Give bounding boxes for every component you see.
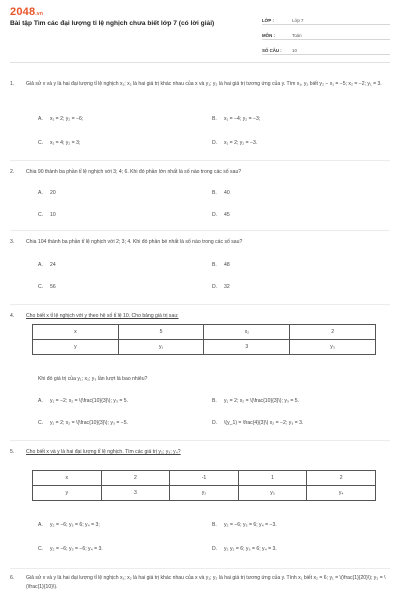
option-d[interactable]: D. 45 bbox=[212, 212, 230, 218]
table-row bbox=[33, 325, 376, 340]
option-a[interactable]: A. 24 bbox=[38, 262, 56, 268]
table-cell: x bbox=[33, 471, 102, 486]
header-divider bbox=[10, 62, 390, 63]
question-2: 2. Chia 90 thành ba phần tỉ lệ nghịch với 3; 4; 6. Khi đó phần lớn nhất là số nào trong các số sau? bbox=[10, 168, 390, 180]
meta-subject: MÔN : Toán bbox=[262, 27, 390, 40]
table-cell: x₂ bbox=[204, 325, 290, 340]
meta-question-count: SỐ CÂU : 10 bbox=[262, 42, 390, 55]
question-3: 3. Chia 104 thành ba phần tỉ lệ nghịch với 2; 3; 4. Khi đó phần bé nhất là số nào trong các số sau? bbox=[10, 238, 390, 250]
option-d[interactable]: D. y₂ y₂ = 6; y₃ = 6; y₄ = 3. bbox=[212, 546, 277, 552]
option-d[interactable]: D. \(y_1) = \frac{4}{3}\) x₂ = −2; y₃ = 3. bbox=[212, 420, 304, 426]
option-c[interactable]: C. 10 bbox=[38, 212, 56, 218]
question-divider bbox=[10, 440, 390, 441]
table-cell: x bbox=[33, 325, 119, 340]
meta-grade: LỚP : Lớp 7 bbox=[262, 12, 390, 25]
option-b[interactable]: B. 48 bbox=[212, 262, 230, 268]
header bbox=[10, 4, 390, 60]
question-prompt: Khi đó giá trị của y₁; x₂; y₃ lần lượt là bao nhiêu? bbox=[38, 376, 148, 382]
option-b[interactable]: B. y₂ = −6; y₃ = 6; y₄ = −3. bbox=[212, 522, 277, 528]
question-text: Chia 90 thành ba phần tỉ lệ nghịch với 3; 4; 6. Khi đó phần lớn nhất là số nào trong các số sau? bbox=[26, 169, 242, 175]
question-text: Chia 104 thành ba phần tỉ lệ nghịch với 2; 3; 4. Khi đó phần bé nhất là số nào trong các số sau? bbox=[26, 239, 243, 245]
option-c[interactable]: C. y₁ = 2; x₂ = \(\frac{10}{3}\); y₃ = −5. bbox=[38, 420, 128, 426]
question-divider bbox=[10, 230, 390, 231]
question-divider bbox=[10, 160, 390, 161]
question-text: Cho biết x tỉ lệ nghịch với y theo hệ số tỉ lệ 10. Cho bảng giá trị sau: bbox=[26, 313, 179, 319]
question-1: 1. Giả sử x và y là hai đại lượng tỉ lệ nghịch x₁; x₂ là hai giá trị khác nhau của x và y₁; y₂ là hai giá trị tương ứng của y. Tìm x₁, y₂ biết y₂ − x₁ = −5; x₂ = −2; y₁ = 3. bbox=[10, 80, 390, 140]
option-b[interactable]: B. 40 bbox=[212, 190, 230, 196]
question-4: 4. Cho biết x tỉ lệ nghịch với y theo hệ số tỉ lệ 10. Cho bảng giá trị sau: bbox=[10, 312, 390, 324]
table-cell: -1 bbox=[170, 471, 239, 486]
table-cell: y₂ bbox=[170, 486, 239, 501]
option-a[interactable]: A. y₂ = −6; y₃ = 6; y₄ = 3; bbox=[38, 522, 100, 528]
table-cell: 2 bbox=[101, 471, 170, 486]
table-cell: 5 bbox=[118, 325, 204, 340]
option-a[interactable]: A. x₁ = 2; y₂ = −6; bbox=[38, 116, 84, 122]
question-text: Cho biết x và y là hai đại lượng tỉ lệ nghịch. Tìm các giá trị y₂; y₃; y₄? bbox=[26, 449, 181, 455]
question-text: Giả sử x và y là hai đại lượng tỉ lệ nghịch x₁; x₂ là hai giá trị khác nhau của x và y₁; y₂ là hai giá trị tương ứng của y. Tính x₁ biết x₂ = 6; y₁ = \(\frac{1}{20}\); y₂ = \(\frac{1}{10}\). bbox=[26, 575, 386, 590]
option-d[interactable]: D. x₁ = 2; y₂ = −3. bbox=[212, 140, 258, 146]
option-c[interactable]: C. 56 bbox=[38, 284, 56, 290]
table-cell: y bbox=[33, 486, 102, 501]
value-table bbox=[32, 324, 376, 355]
worksheet-title: Bài tập Tìm các đại lượng tỉ lệ nghịch chưa biết lớp 7 (có lời giải) bbox=[10, 20, 215, 27]
table-row bbox=[33, 340, 376, 355]
table-cell: y₁ bbox=[118, 340, 204, 355]
table-cell: y₃ bbox=[290, 340, 376, 355]
table-cell: 3 bbox=[101, 486, 170, 501]
question-divider bbox=[10, 304, 390, 305]
option-c[interactable]: C. y₂ = −6; y₃ = −6; y₄ = 3. bbox=[38, 546, 103, 552]
question-6: 6. Giả sử x và y là hai đại lượng tỉ lệ nghịch x₁; x₂ là hai giá trị khác nhau của x và y₁; y₂ là hai giá trị tương ứng của y. Tính x₁ biết x₂ = 6; y₁ = \(\frac{1}{20}\); y₂ = \(\frac{1}{10}\). bbox=[10, 574, 390, 596]
option-b[interactable]: B. x₁ = −4; y₂ = −3; bbox=[212, 116, 261, 122]
table-cell: y₃ bbox=[238, 486, 307, 501]
meta-panel bbox=[262, 12, 390, 57]
option-b[interactable]: B. y₁ = 2; x₂ = \(\frac{10}{3}\); y₃ = 5. bbox=[212, 398, 300, 404]
table-cell: 1 bbox=[238, 471, 307, 486]
table-row bbox=[33, 486, 376, 501]
site-logo[interactable]: 2048.vn bbox=[10, 6, 44, 18]
value-table bbox=[32, 470, 376, 501]
table-cell: 2 bbox=[290, 325, 376, 340]
option-a[interactable]: A. y₁ = −2; x₂ = \(\frac{10}{3}\); y₃ = 5. bbox=[38, 398, 128, 404]
table-cell: 3 bbox=[204, 340, 290, 355]
option-d[interactable]: D. 32 bbox=[212, 284, 230, 290]
question-5: 5. Cho biết x và y là hai đại lượng tỉ lệ nghịch. Tìm các giá trị y₂; y₃; y₄? bbox=[10, 448, 390, 460]
option-c[interactable]: C. x₁ = 4; y₂ = 3; bbox=[38, 140, 81, 146]
question-divider bbox=[10, 568, 390, 569]
table-cell: y₄ bbox=[307, 486, 376, 501]
table-cell: 2 bbox=[307, 471, 376, 486]
table-row bbox=[33, 471, 376, 486]
question-text: Giả sử x và y là hai đại lượng tỉ lệ nghịch x₁; x₂ là hai giá trị khác nhau của x và y₁; y₂ là hai giá trị tương ứng của y. Tìm x₁, y₂ biết y₂ − x₁ = −5; x₂ = −2; y₁ = 3. bbox=[26, 81, 382, 87]
table-cell: y bbox=[33, 340, 119, 355]
option-a[interactable]: A. 20 bbox=[38, 190, 56, 196]
